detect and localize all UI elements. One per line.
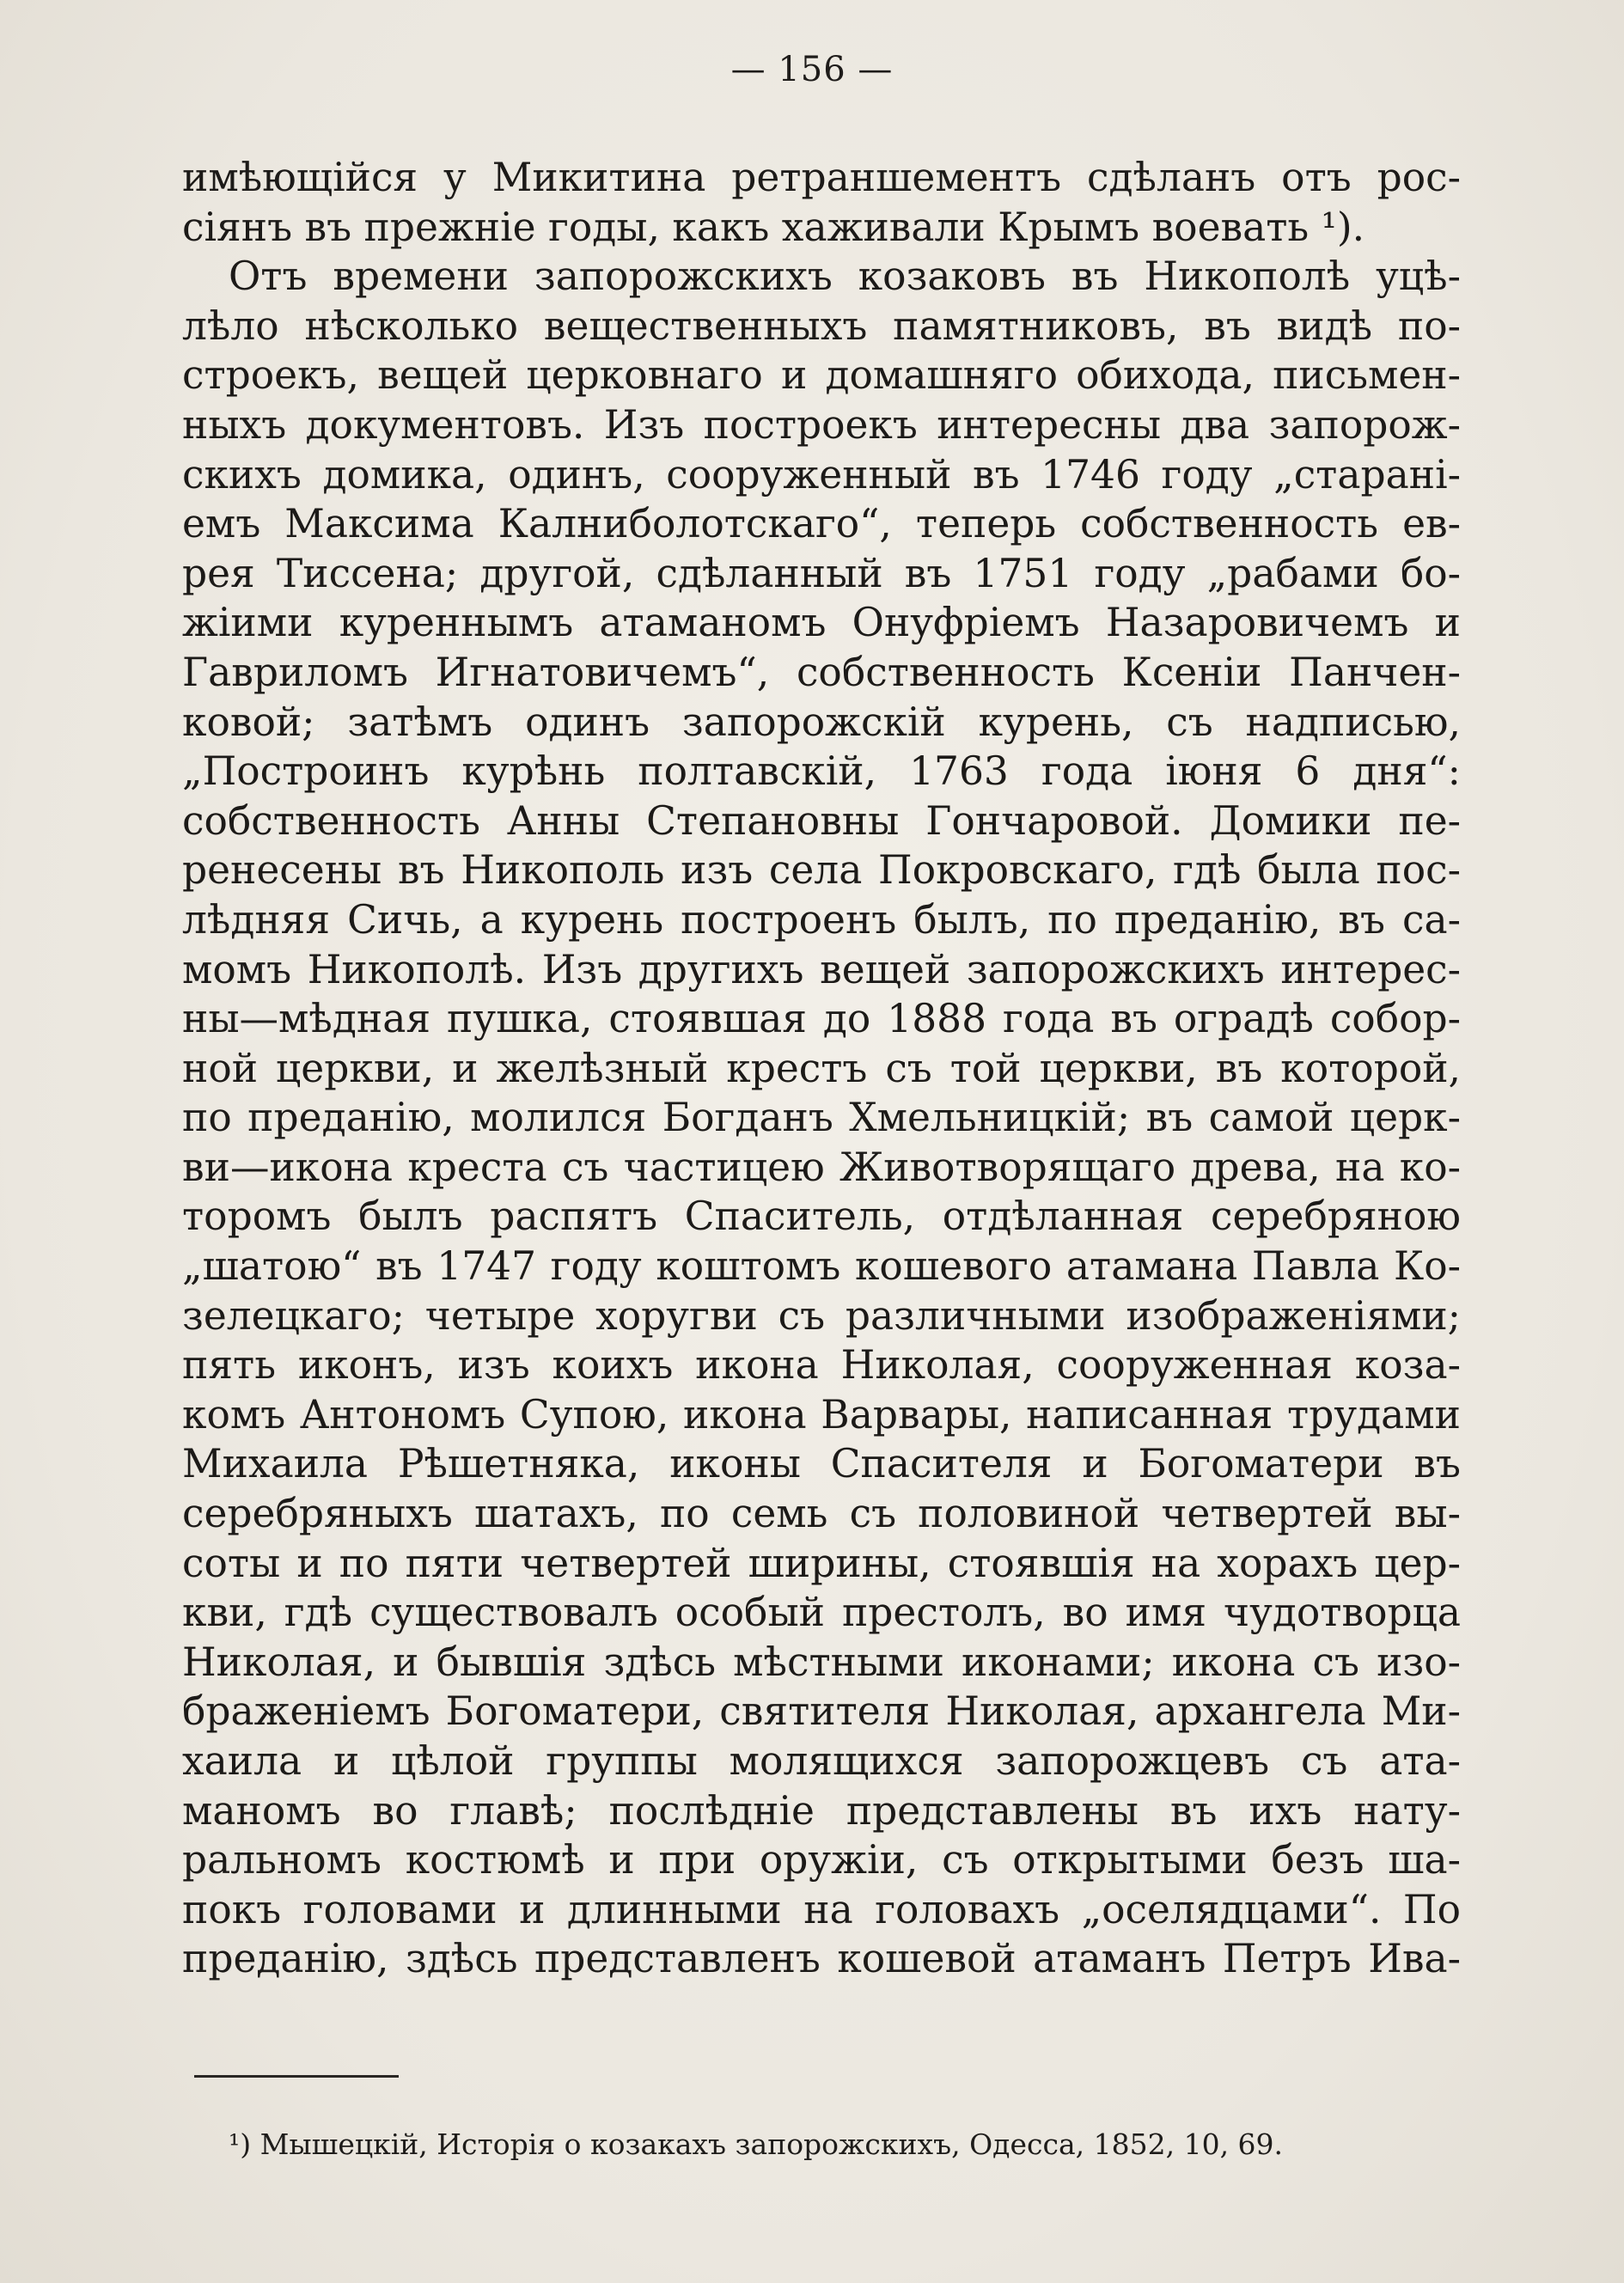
text-line: ренесены въ Никополь изъ села Покровскаго, гдѣ была пос-	[182, 847, 1461, 894]
text-line: имѣющійся у Микитина ретраншементъ сдѣланъ отъ рос-	[182, 155, 1461, 200]
text-line: покъ головами и длинными на головахъ „оселядцами“. По	[182, 1886, 1461, 1932]
text-line: жіими куреннымъ атаманомъ Онуфріемъ Назаровичемъ и	[182, 600, 1461, 646]
text-line: лѣдняя Сичь, а курень построенъ былъ, по преданію, въ са-	[182, 896, 1461, 943]
body-text	[182, 153, 1461, 1984]
text-line: хаила и цѣлой группы молящихся запорожцевъ съ ата-	[182, 1738, 1461, 1784]
text-line: емъ Максима Калниболотскаго“, теперь собственность ев-	[182, 501, 1461, 547]
text-line: строекъ, вещей церковнаго и домашняго обихода, письмен-	[182, 352, 1461, 399]
text-line: ной церкви, и желѣзный крестъ съ той церкви, въ которой,	[182, 1045, 1461, 1091]
text-line: „Построинъ курѣнь полтавскій, 1763 года іюня 6 дня“:	[182, 748, 1461, 795]
text-line: ви—икона креста съ частицею Животворящаго древа, на ко-	[182, 1144, 1461, 1190]
text-line: лѣло нѣсколько вещественныхъ памятниковъ, въ видѣ по-	[182, 302, 1461, 349]
text-line: Николая, и бывшія здѣсь мѣстными иконами; икона съ изо-	[182, 1639, 1461, 1685]
text-line: по преданію, молился Богданъ Хмельницкій; въ самой церк-	[182, 1095, 1461, 1141]
text-line: кви, гдѣ существовалъ особый престолъ, во имя чудотворца	[182, 1590, 1461, 1636]
text-line: рея Тиссена; другой, сдѣланный въ 1751 году „рабами бо-	[182, 550, 1461, 596]
text-line: преданію, здѣсь представленъ кошевой атаманъ Петръ Ива-	[182, 1936, 1461, 1982]
text-line: торомъ былъ распятъ Спаситель, отдѣланная серебряною	[182, 1193, 1461, 1240]
text-line: собственность Анны Степановны Гончаровой. Домики пе-	[182, 797, 1461, 844]
text-line: маномъ во главѣ; послѣдніе представлены въ ихъ нату-	[182, 1787, 1461, 1834]
text-line: скихъ домика, одинъ, сооруженный въ 1746 году „старанi-	[182, 451, 1461, 497]
text-line: ральномъ костюмѣ и при оружіи, съ открытыми безъ ша-	[182, 1837, 1461, 1883]
footnote-rule	[194, 2075, 399, 2078]
text-line: серебряныхъ шатахъ, по семь съ половиной четвертей вы-	[182, 1491, 1461, 1537]
text-line: зелецкаго; четыре хоругви съ различными изображеніями;	[182, 1292, 1461, 1339]
text-line: комъ Антономъ Супою, икона Варвары, написанная трудами	[182, 1391, 1461, 1438]
text-line: ныхъ документовъ. Изъ построекъ интересны два запорож-	[182, 401, 1461, 448]
text-line: браженіемъ Богоматери, святителя Николая, архангела Ми-	[182, 1688, 1461, 1735]
text-line: Михаила Рѣшетняка, иконы Спасителя и Богоматери въ	[182, 1441, 1461, 1487]
text-line: пять иконъ, изъ коихъ икона Николая, сооруженная коза-	[182, 1342, 1461, 1389]
page-number: — 156 —	[730, 50, 894, 89]
text-line: ны—мѣдная пушка, стоявшая до 1888 года въ оградѣ собор-	[182, 996, 1461, 1042]
footnote: ¹) Мышецкій, Исторія о козакахъ запорожскихъ, Одесса, 1852, 10, 69.	[229, 2127, 1284, 2161]
text-line: „шатою“ въ 1747 году коштомъ кошевого атамана Павла Ко-	[182, 1243, 1461, 1290]
text-line: Гавриломъ Игнатовичемъ“, собственность Ксеніи Панчен-	[182, 649, 1461, 695]
text-line: сіянъ въ прежніе годы, какъ хаживали Крымъ воевать ¹).	[182, 204, 1365, 250]
text-line: ковой; затѣмъ одинъ запорожскій курень, съ надписью,	[182, 699, 1461, 745]
text-line: момъ Никополѣ. Изъ другихъ вещей запорожскихъ интерес-	[182, 946, 1461, 992]
text-line: Отъ времени запорожскихъ козаковъ въ Никополѣ уцѣ-	[229, 253, 1461, 300]
text-line: соты и по пяти четвертей ширины, стоявшія на хорахъ цер-	[182, 1540, 1461, 1586]
